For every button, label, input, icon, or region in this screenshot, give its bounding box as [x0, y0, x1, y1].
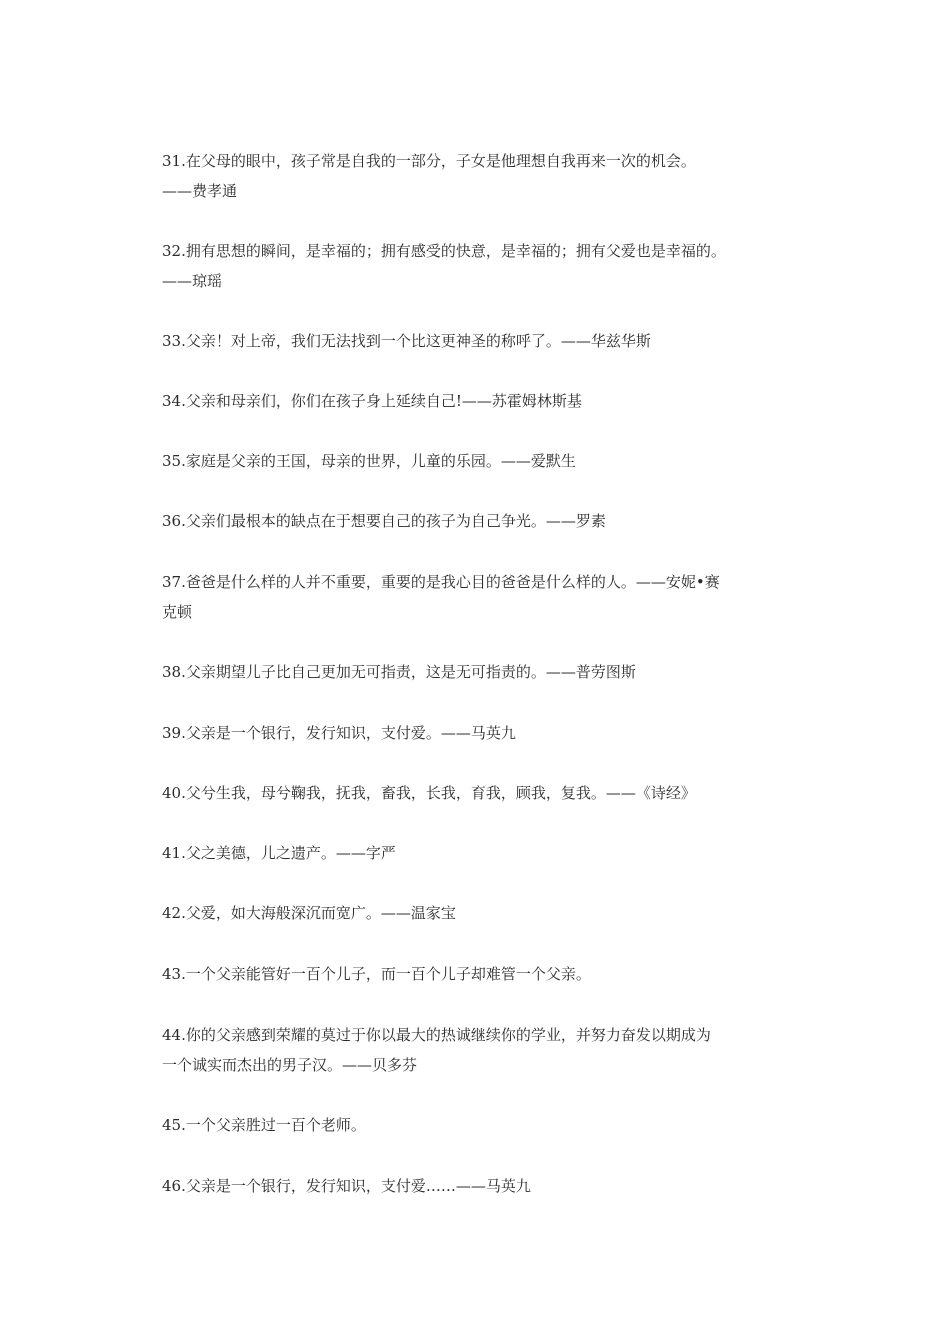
quote-line: 43.一个父亲能管好一百个儿子，而一百个儿子却难管一个父亲。 — [162, 965, 591, 983]
quote-35 — [162, 446, 792, 476]
quote-line: 38.父亲期望儿子比自己更加无可指责，这是无可指责的。——普劳图斯 — [162, 663, 636, 681]
quote-46 — [162, 1171, 792, 1201]
quote-42 — [162, 898, 792, 928]
quote-line: 31.在父母的眼中，孩子常是自我的一部分，子女是他理想自我再来一次的机会。 — [162, 152, 696, 170]
quote-line: 42.父爱，如大海般深沉而宽广。——温家宝 — [162, 904, 456, 922]
quote-line: 44.你的父亲感到荣耀的莫过于你以最大的热诚继续你的学业，并努力奋发以期成为 — [162, 1026, 711, 1044]
quote-line: 41.父之美德，儿之遗产。——字严 — [162, 844, 396, 862]
quote-line: 34.父亲和母亲们，你们在孩子身上延续自己!——苏霍姆林斯基 — [162, 392, 582, 410]
quote-40 — [162, 778, 792, 808]
quote-author-line: ——费孝通 — [162, 182, 238, 200]
quote-31 — [162, 146, 792, 206]
quote-44 — [162, 1020, 792, 1080]
quote-line: 33.父亲！对上帝，我们无法找到一个比这更神圣的称呼了。——华兹华斯 — [162, 332, 651, 350]
quote-line: 37.爸爸是什么样的人并不重要，重要的是我心目的爸爸是什么样的人。——安妮•赛 — [162, 573, 720, 591]
quote-45 — [162, 1110, 792, 1140]
quote-39 — [162, 718, 792, 748]
quote-36 — [162, 506, 792, 536]
quote-32 — [162, 236, 792, 296]
quote-line: 36.父亲们最根本的缺点在于想要自己的孩子为自己争光。——罗素 — [162, 512, 606, 530]
quote-38 — [162, 657, 792, 687]
quote-33 — [162, 326, 792, 356]
quote-line: 40.父兮生我，母兮鞠我，抚我，畜我，长我，育我，顾我，复我。——《诗经》 — [162, 784, 696, 802]
quote-line: 39.父亲是一个银行，发行知识，支付爱。——马英九 — [162, 724, 516, 742]
quote-41 — [162, 838, 792, 868]
quote-34 — [162, 386, 792, 416]
quote-line: 45.一个父亲胜过一百个老师。 — [162, 1116, 366, 1134]
quote-37 — [162, 567, 792, 627]
quote-author-line: 克顿 — [162, 603, 193, 621]
quote-author-line: ——琼瑶 — [162, 272, 223, 290]
quote-line: 35.家庭是父亲的王国，母亲的世界，儿童的乐园。——爱默生 — [162, 452, 576, 470]
quote-43 — [162, 959, 792, 989]
quote-author-line: 一个诚实而杰出的男子汉。——贝多芬 — [162, 1056, 418, 1074]
quote-line: 46.父亲是一个银行，发行知识，支付爱……——马英九 — [162, 1177, 531, 1195]
quote-line: 32.拥有思想的瞬间，是幸福的；拥有感受的快意，是幸福的；拥有父爱也是幸福的。 — [162, 242, 726, 260]
